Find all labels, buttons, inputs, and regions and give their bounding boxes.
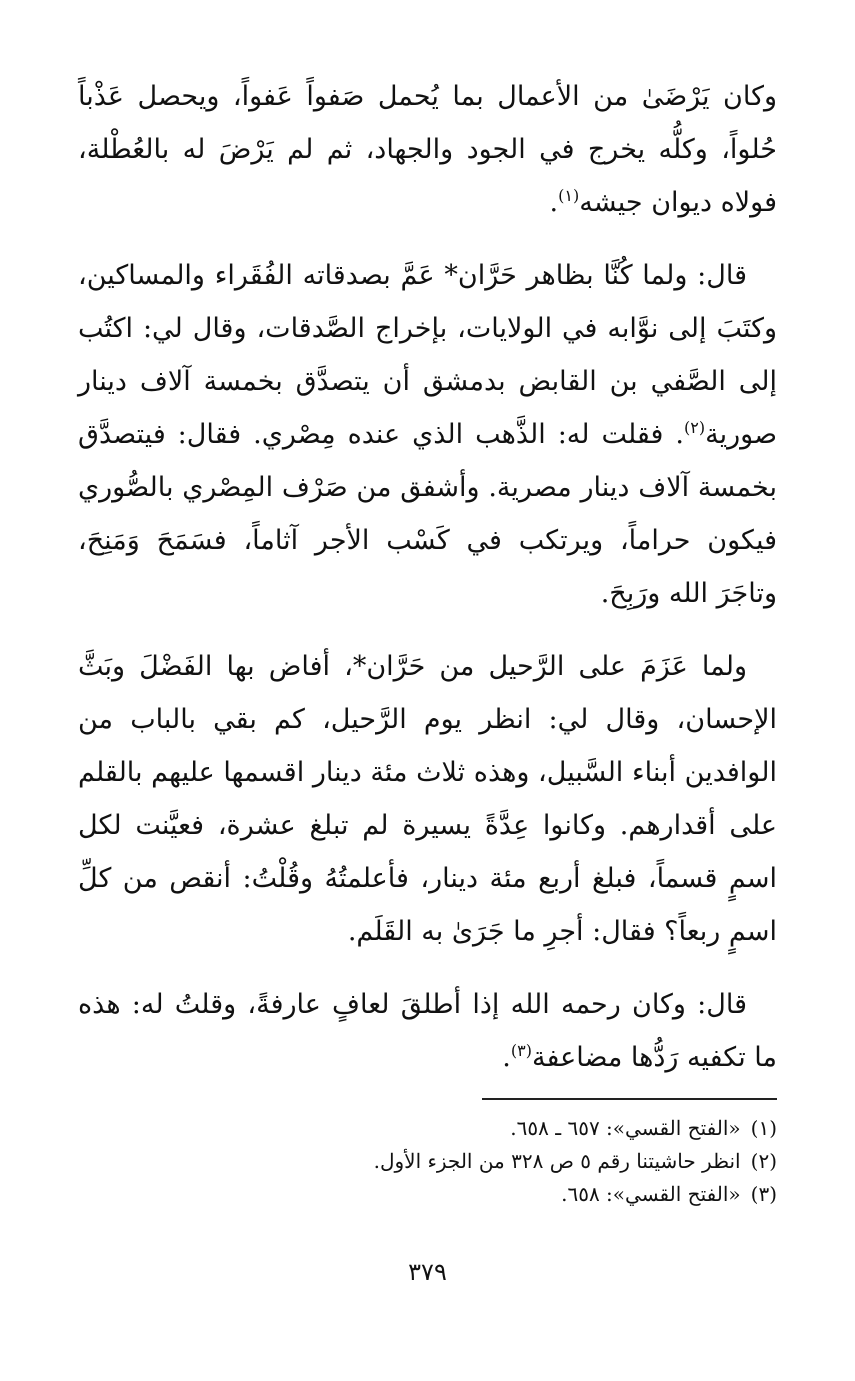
- page-number: ٣٧٩: [408, 1258, 447, 1286]
- footnote-1-text: «الفتح القسي»: ٦٥٧ ـ ٦٥٨.: [510, 1116, 741, 1140]
- footnote-2-number: (٢): [750, 1149, 777, 1173]
- paragraph-1-end: .: [549, 187, 559, 218]
- paragraph-2-end: . فقلت له: الذَّهب الذي عنده مِصْري. فقال: فيتصدَّق بخمسة آلاف دينار مصرية. وأشفق من صَرْف المِصْري بالصُّوري فيكون حراماً، ويرتكب في كَسْب الأجر آثاماً، فسَمَحَ وَمَنِحَ، وتاجَرَ الله ورَبِحَ.: [78, 419, 777, 609]
- footnote-1-number: (١): [750, 1116, 777, 1140]
- footnote-ref-1: (١): [558, 186, 580, 205]
- paragraph-1: [78, 70, 777, 229]
- paragraph-2: [78, 249, 777, 620]
- paragraph-3: [78, 640, 777, 958]
- paragraph-4: [78, 978, 777, 1084]
- footnote-3-text: «الفتح القسي»: ٦٥٨.: [561, 1182, 741, 1206]
- footnote-2-text: انظر حاشيتنا رقم ٥ ص ٣٢٨ من الجزء الأول.: [373, 1149, 741, 1173]
- paragraph-3-text: ولما عَزَمَ على الرَّحيل من حَرَّان*، أفاض بها الفَضْلَ وبَثَّ الإحسان، وقال لي: انظر يوم الرَّحيل، كم بقي بالباب من الوافدين أبناء السَّبيل، وهذه ثلاث مئة دينار اقسمها عليهم بالقلم على أقدارهم. وكانوا عِدَّةً يسيرة لم تبلغ عشرة، فعيَّنت لكل اسمٍ قسماً، فبلغ أربع مئة دينار، فأعلمتُهُ وقُلْتُ: أنقص من كلِّ اسمٍ ربعاً؟ فقال: أجرِ ما جَرَىٰ به القَلَم.: [78, 651, 777, 947]
- paragraph-4-text: قال: وكان رحمه الله إذا أطلقَ لعافٍ عارفةً، وقلتُ له: هذه ما تكفيه رَدُّها مضاعفة: [78, 989, 777, 1073]
- footnote-2: [78, 1145, 777, 1178]
- footnote-divider: [482, 1098, 777, 1100]
- footnote-1: [78, 1112, 777, 1145]
- footnote-3-number: (٣): [750, 1182, 777, 1206]
- paragraph-1-text: وكان يَرْضَىٰ من الأعمال بما يُحمل صَفواً عَفواً، ويحصل عَذْباً حُلواً، وكلُّه يخرج في الجود والجهاد، ثم لم يَرْضَ له بالعُطْلة، فولاه ديوان جيشه: [78, 81, 777, 218]
- footnote-ref-2: (٢): [684, 418, 706, 437]
- footnote-ref-3: (٣): [510, 1041, 532, 1060]
- footnotes-list: [78, 1112, 777, 1211]
- paragraph-4-end: .: [502, 1042, 511, 1073]
- paragraph-2-text: قال: ولما كُنَّا بظاهر حَرَّان* عَمَّ بصدقاته الفُقَراء والمساكين، وكتَبَ إلى نوَّابه في الولايات، بإخراج الصَّدقات، وقال لي: اكتُب إلى الصَّفي بن القابض بدمشق أن يتصدَّق بخمسة آلاف دينار صورية: [78, 260, 777, 450]
- footnote-3: [78, 1178, 777, 1211]
